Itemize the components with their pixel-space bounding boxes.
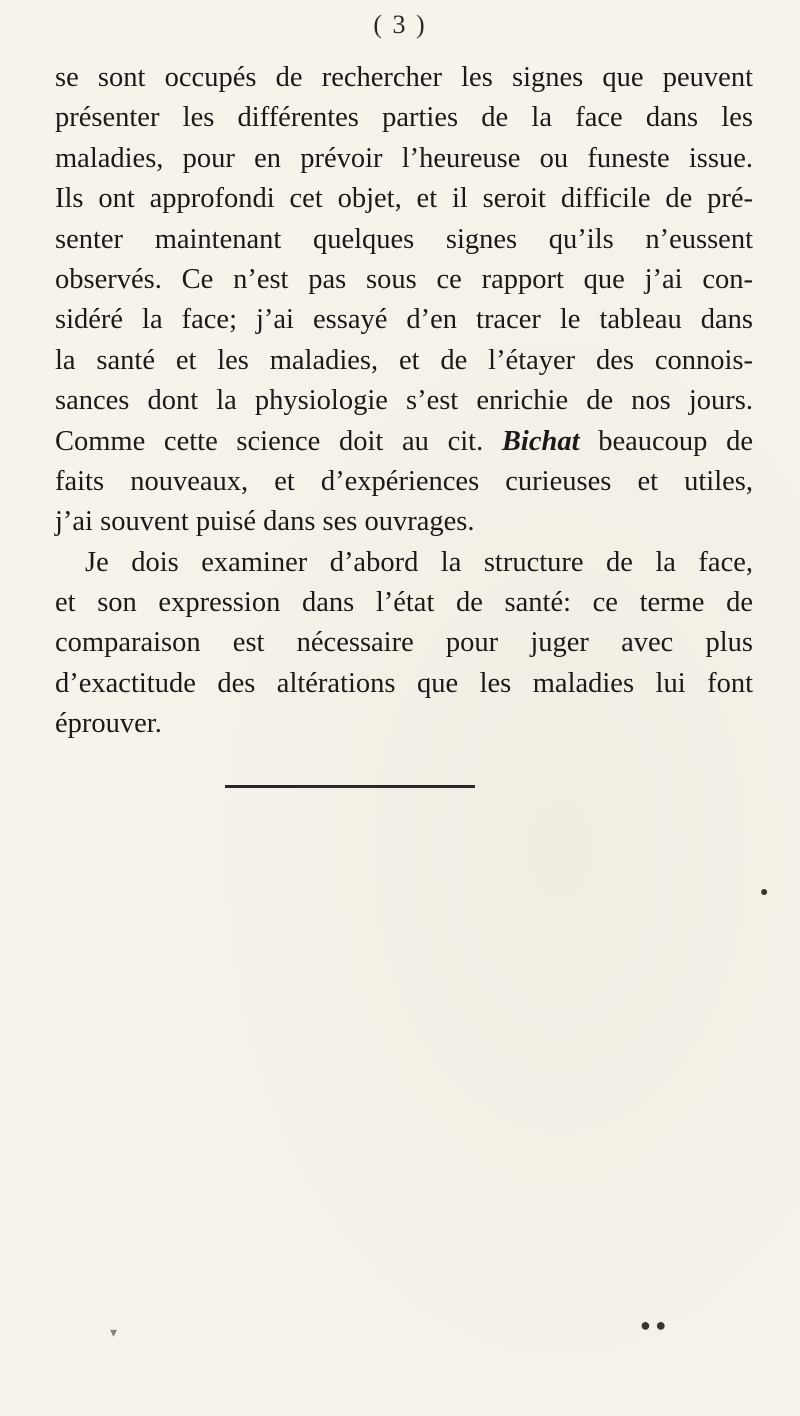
text-line-5: senter maintenant quelques signes qu’ils n’eussent bbox=[55, 223, 753, 255]
text-line-3: maladies, pour en prévoir l’heureuse ou funeste issue. bbox=[55, 142, 753, 174]
text-line-14: et son expression dans l’état de santé: ce terme de bbox=[55, 587, 753, 619]
text-line-2: présenter les différentes parties de la face dans les bbox=[55, 102, 753, 134]
author-name-bichat: Bichat bbox=[501, 425, 580, 457]
text-line-4: Ils ont approfondi cet objet, et il seroit difficile de pré- bbox=[55, 183, 753, 215]
text-line-12: j’ai souvent puisé dans ses ouvrages. bbox=[55, 506, 475, 538]
section-divider-rule bbox=[225, 785, 475, 788]
text-line-10 bbox=[55, 422, 753, 462]
text-line-6: observés. Ce n’est pas sous ce rapport que j’ai con- bbox=[55, 263, 753, 295]
text-line-10-before: Comme cette science doit au cit. bbox=[55, 425, 502, 457]
text-line-17: éprouver. bbox=[55, 708, 162, 740]
ink-speck-mark: ● ● bbox=[640, 1315, 667, 1335]
ink-speck-mark: ● bbox=[760, 885, 769, 900]
page-number: ( 3 ) bbox=[373, 10, 427, 39]
text-line-8: la santé et les maladies, et de l’étayer des connois- bbox=[55, 344, 753, 376]
text-line-11: faits nouveaux, et d’expériences curieuses et utiles, bbox=[55, 465, 753, 497]
text-line-15: comparaison est nécessaire pour juger avec plus bbox=[55, 627, 753, 659]
text-line-1: se sont occupés de rechercher les signes que peuvent bbox=[55, 62, 753, 93]
text-line-16: d’exactitude des altérations que les maladies lui font bbox=[55, 667, 753, 699]
text-line-13: Je dois examiner d’abord la structure de la face, bbox=[85, 546, 753, 578]
text-line-10-after: beaucoup de bbox=[579, 425, 753, 457]
body-text bbox=[55, 58, 753, 745]
text-line-7: sidéré la face; j’ai essayé d’en tracer le tableau dans bbox=[55, 304, 753, 336]
text-line-9: sances dont la physiologie s’est enrichie de nos jours. bbox=[55, 385, 753, 417]
ink-speck-mark: ▾ bbox=[110, 1326, 118, 1341]
